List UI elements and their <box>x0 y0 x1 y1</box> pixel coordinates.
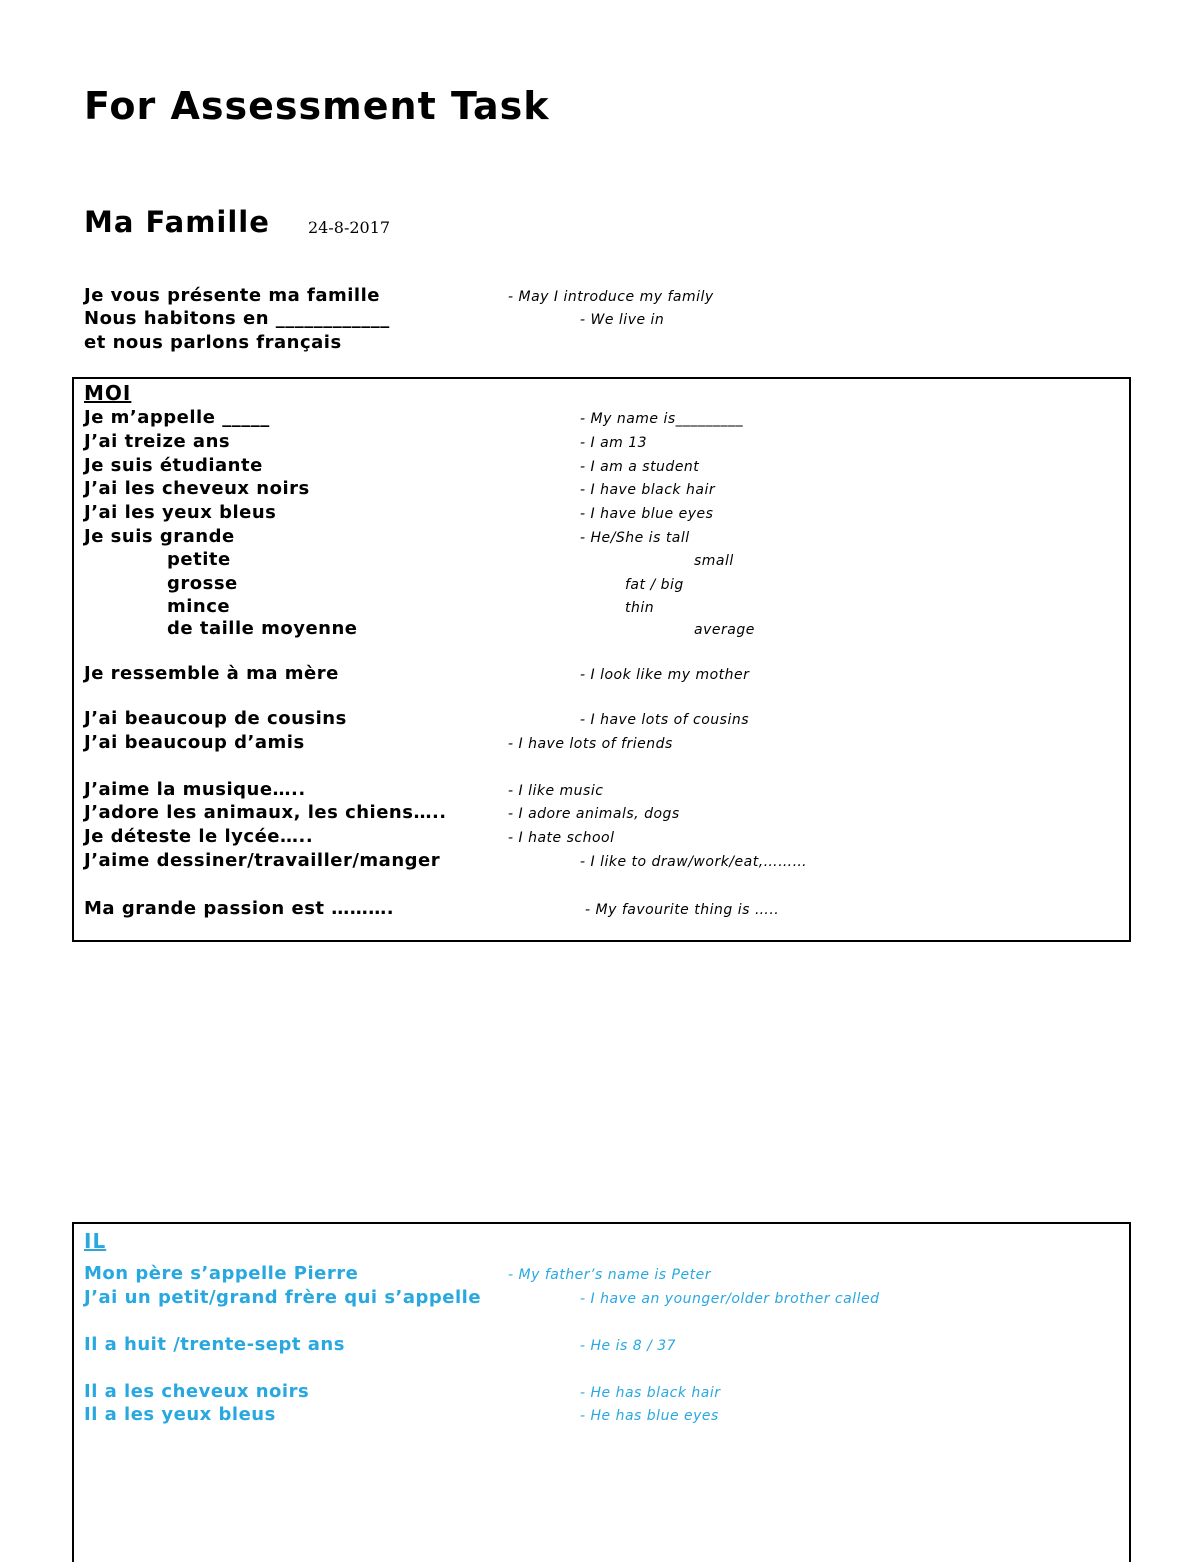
moi-en-8: thin <box>625 600 655 616</box>
moi-fr-11: J’ai beaucoup de cousins <box>84 708 347 729</box>
moi-en-10: - I look like my mother <box>580 667 750 683</box>
il-en-2: - He is 8 / 37 <box>580 1338 677 1354</box>
moi-en-9: average <box>694 622 755 638</box>
moi-en-16: - I like to draw/work/eat,……… <box>580 854 808 870</box>
moi-en-11: - I have lots of cousins <box>580 712 750 728</box>
moi-en-3: - I have black hair <box>580 482 716 498</box>
moi-en-15: - I hate school <box>508 830 615 846</box>
page-title: For Assessment Task <box>84 84 550 128</box>
il-en-1: - I have an younger/older brother called <box>580 1291 880 1307</box>
moi-fr-17: Ma grande passion est ………. <box>84 898 395 919</box>
il-en-3: - He has black hair <box>580 1385 721 1401</box>
moi-fr-0: Je m’appelle _____ <box>84 407 270 428</box>
moi-fr-2: Je suis étudiante <box>84 455 263 476</box>
moi-fr-3: J’ai les cheveux noirs <box>84 478 310 499</box>
moi-fr-14: J’adore les animaux, les chiens….. <box>84 802 447 823</box>
il-fr-2: Il a huit /trente-sept ans <box>84 1334 345 1355</box>
moi-en-1: - I am 13 <box>580 435 648 451</box>
intro-fr-2: et nous parlons français <box>84 332 342 353</box>
moi-fr-12: J’ai beaucoup d’amis <box>84 732 305 753</box>
intro-fr-1: Nous habitons en ____________ <box>84 308 390 329</box>
moi-en-2: - I am a student <box>580 459 700 475</box>
il-fr-3: Il a les cheveux noirs <box>84 1381 310 1402</box>
intro-en-1: - We live in <box>580 312 665 328</box>
il-fr-0: Mon père s’appelle Pierre <box>84 1263 359 1284</box>
moi-en-17: - My favourite thing is ….. <box>585 902 780 918</box>
moi-en-5: - He/She is tall <box>580 530 690 546</box>
section-title: Ma Famille <box>84 205 270 239</box>
moi-fr-4: J’ai les yeux bleus <box>84 502 277 523</box>
moi-fr-1: J’ai treize ans <box>84 431 231 452</box>
moi-en-12: - I have lots of friends <box>508 736 673 752</box>
il-en-0: - My father’s name is Peter <box>508 1267 711 1283</box>
intro-en-0: - May I introduce my family <box>508 289 714 305</box>
intro-fr-0: Je vous présente ma famille <box>84 285 380 306</box>
moi-en-14: - I adore animals, dogs <box>508 806 680 822</box>
moi-fr-6: petite <box>167 549 231 570</box>
il-heading: IL <box>84 1229 107 1253</box>
moi-fr-10: Je ressemble à ma mère <box>84 663 339 684</box>
moi-en-13: - I like music <box>508 783 604 799</box>
moi-en-7: fat / big <box>625 577 684 593</box>
il-fr-1: J’ai un petit/grand frère qui s’appelle <box>84 1287 482 1308</box>
moi-fr-9: de taille moyenne <box>167 618 358 639</box>
il-fr-4: Il a les yeux bleus <box>84 1404 276 1425</box>
date-text: 24-8-2017 <box>308 218 391 237</box>
moi-en-6: small <box>694 553 734 569</box>
moi-fr-13: J’aime la musique….. <box>84 779 306 800</box>
moi-heading: MOI <box>84 381 132 405</box>
moi-en-0: - My name is_________ <box>580 411 744 427</box>
moi-fr-15: Je déteste le lycée….. <box>84 826 314 847</box>
moi-fr-8: mince <box>167 596 231 617</box>
il-en-4: - He has blue eyes <box>580 1408 719 1424</box>
moi-en-4: - I have blue eyes <box>580 506 714 522</box>
moi-fr-5: Je suis grande <box>84 526 235 547</box>
moi-fr-7: grosse <box>167 573 238 594</box>
moi-fr-16: J’aime dessiner/travailler/manger <box>84 850 441 871</box>
